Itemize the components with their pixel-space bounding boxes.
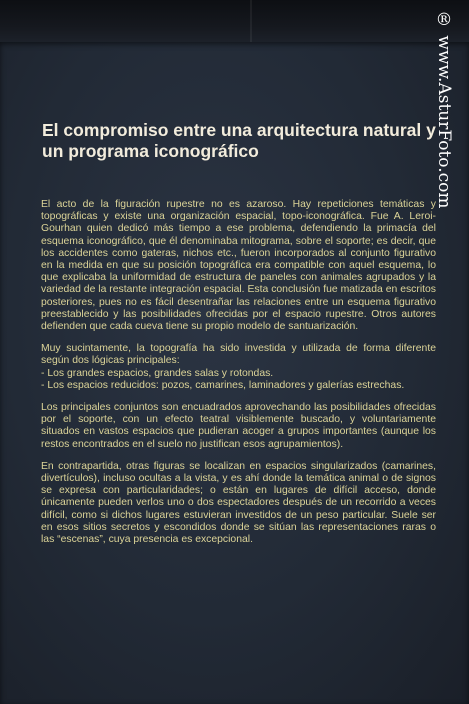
wall-background bbox=[0, 0, 469, 44]
list-item: - Los espacios reducidos: pozos, camarines, laminadores y galerías estrechas. bbox=[41, 379, 405, 391]
logic-list bbox=[41, 368, 436, 392]
paragraph-topography: Muy sucintamente, la topografía ha sido investida y utilizada de forma diferente según dos lógicas principales: bbox=[41, 343, 436, 367]
panel-title: El compromiso entre una arquitectura natural y un programa iconográfico bbox=[42, 120, 436, 161]
paragraph-hidden-figures: En contrapartida, otras figuras se localizan en espacios singularizados (camarines, divertículos), incluso ocultas a la vista, y es ahí donde la temática animal o de signos se expresa con particularidades; o están en lugares de difícil acceso, donde únicamente pueden verlos uno o dos espectadores después de un recorrido a veces difícil, como si dichos lugares estuvieran investidos de un peso particular. Suele ser en esos sitios secretos y escondidos donde se sitúan las representaciones raras o las “escenas”, cuya presencia es excepcional. bbox=[41, 460, 436, 546]
paragraph-main-ensembles: Los principales conjuntos son encuadrados aprovechando las posibilidades ofrecidas por el soporte, con un efecto teatral visiblemente buscado, y voluntariamente situados en vastos espacios que pudieran acoger a grupos importantes (aunque los restos encontrados en el suelo no justifican esos agrupamientos). bbox=[41, 402, 436, 450]
list-item: - Los grandes espacios, grandes salas y rotondas. bbox=[41, 367, 274, 379]
photo-watermark: ® www.AsturFoto.com bbox=[434, 10, 454, 209]
panel-body bbox=[41, 199, 436, 556]
paragraph-intro: El acto de la figuración rupestre no es azaroso. Hay repeticiones temáticas y topográficas y existe una organización espacial, topo-iconográfica. Fue A. Leroi-Gourhan quien dedicó más tiempo a ese problema, defendiendo la primacía del esquema iconográfico, que él denominaba mitograma, sobre el soporte; es decir, que los accidentes como gateras, nichos etc., fueron incorporados al conjunto figurativo en la medida en que su posición topográfica era compatible con aquel esquema, lo que explicaba la uniformidad de estructura de paneles con animales agrupados y la variedad de la restante integración espacial. Esta conclusión fue matizada en escritos posteriores, pues no es fácil desentrañar las relaciones entre un esquema figurativo preestablecido y las posibilidades ofrecidas por el espacio rupestre. Otros autores defienden que cada cueva tiene su propio modelo de santuarización. bbox=[41, 199, 436, 333]
wall-seam bbox=[250, 0, 252, 44]
